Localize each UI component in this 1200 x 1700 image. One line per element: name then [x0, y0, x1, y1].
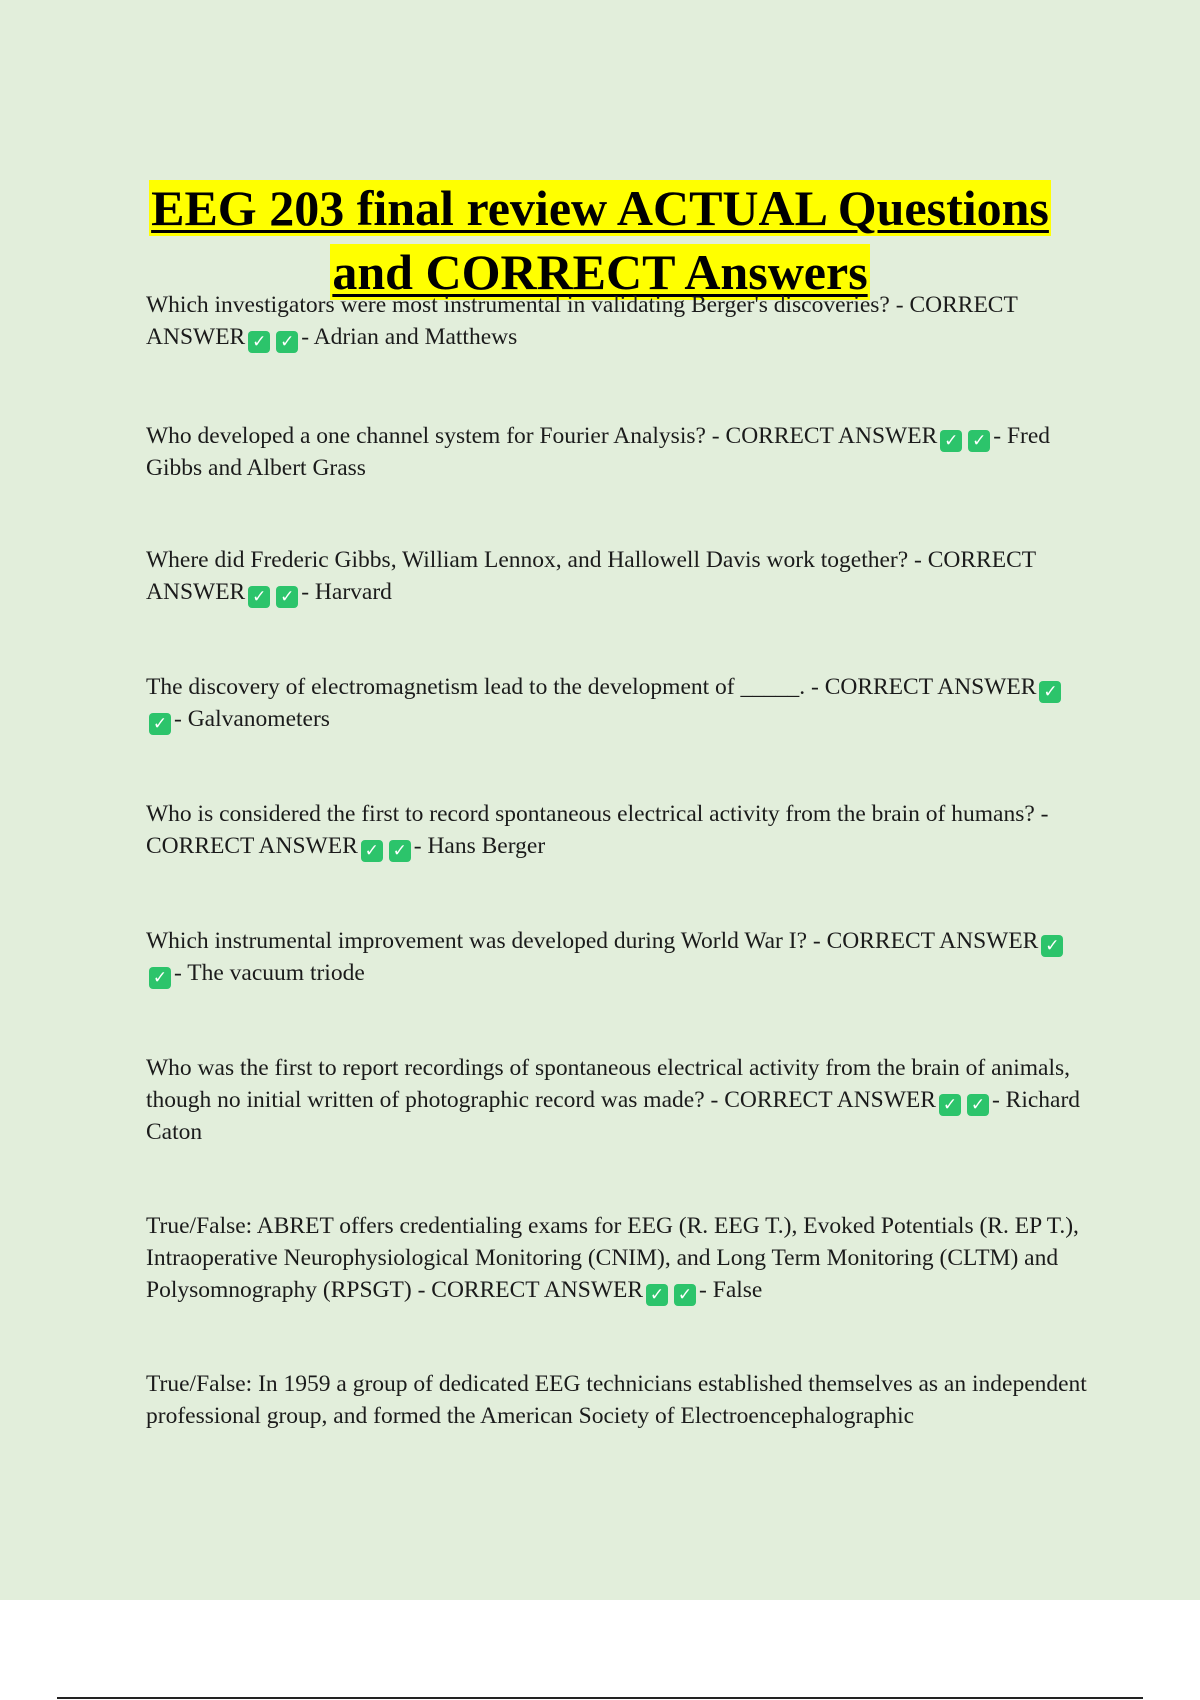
question-text: The discovery of electromagnetism lead to the development of _____. - — [146, 674, 819, 700]
check-mark-icon: ✓ — [1039, 681, 1061, 703]
answer-text: - The vacuum triode — [174, 960, 365, 986]
check-mark-icon: ✓ — [389, 840, 411, 862]
qa-item-7 — [146, 1052, 1090, 1148]
question-text: True/False: ABRET offers credentialing exams for EEG (R. EEG T.), Evoked Potentials (R. EP T.), Intraoperative Neurophysiological Monitoring (CNIM), and Long Term Monitoring (CLTM) and Polysomnography (RPSGT) - — [146, 1213, 1079, 1303]
check-mark-icon: ✓ — [149, 713, 171, 735]
check-mark-icon: ✓ — [1041, 935, 1063, 957]
check-mark-icon: ✓ — [939, 1094, 961, 1116]
qa-item-9 — [146, 1368, 1090, 1432]
question-text: Which investigators were most instrumental in validating Berger's discoveries? - — [146, 292, 904, 318]
answer-marker: CORRECT ANSWER — [725, 423, 938, 449]
answer-text: - Fred Gibbs and Albert Grass — [146, 423, 1051, 481]
answer-marker: CORRECT ANSWER — [824, 674, 1037, 700]
check-mark-icon: ✓ — [276, 331, 298, 353]
answer-text: - Hans Berger — [413, 833, 546, 859]
answer-marker: CORRECT ANSWER — [146, 292, 1018, 350]
page-divider — [57, 1697, 1143, 1699]
answer-text: - Richard Caton — [146, 1087, 1081, 1145]
qa-item-8 — [146, 1210, 1090, 1306]
check-mark-icon: ✓ — [276, 586, 298, 608]
question-text: Who is considered the first to record spontaneous electrical activity from the brain of humans? - — [146, 801, 1049, 827]
title-line-1: EEG 203 final review ACTUAL Questions — [151, 179, 1049, 236]
answer-marker: CORRECT ANSWER — [146, 833, 358, 859]
check-mark-icon: ✓ — [940, 430, 962, 452]
answer-marker: CORRECT ANSWER — [431, 1277, 644, 1303]
qa-item-2 — [146, 420, 1090, 484]
question-text: Who was the first to report recordings of spontaneous electrical activity from the brain of animals, though no initial written of photographic record was made? - — [146, 1055, 1071, 1113]
answer-marker: CORRECT ANSWER — [724, 1087, 936, 1113]
qa-item-4 — [146, 671, 1090, 735]
qa-item-1 — [146, 289, 1090, 353]
answer-marker: CORRECT ANSWER — [146, 547, 1036, 605]
check-mark-icon: ✓ — [674, 1284, 696, 1306]
check-mark-icon: ✓ — [248, 586, 270, 608]
check-mark-icon: ✓ — [361, 840, 383, 862]
qa-item-6 — [146, 925, 1090, 989]
answer-text: - Adrian and Matthews — [301, 324, 518, 350]
question-text: Where did Frederic Gibbs, William Lennox, and Hallowell Davis work together? - — [146, 547, 922, 573]
answer-text: - Galvanometers — [174, 706, 330, 732]
check-mark-icon: ✓ — [967, 1094, 989, 1116]
title-line-2: and CORRECT Answers — [332, 243, 868, 300]
answer-text: - Harvard — [301, 579, 392, 605]
qa-item-3 — [146, 544, 1090, 608]
check-mark-icon: ✓ — [248, 331, 270, 353]
qa-item-5 — [146, 798, 1090, 862]
check-mark-icon: ✓ — [968, 430, 990, 452]
answer-text: - False — [699, 1277, 763, 1303]
document-title — [0, 176, 1200, 304]
question-text: Who developed a one channel system for Fourier Analysis? - — [146, 423, 720, 449]
check-mark-icon: ✓ — [646, 1284, 668, 1306]
question-text: Which instrumental improvement was developed during World War I? - — [146, 928, 821, 954]
question-text: True/False: In 1959 a group of dedicated EEG technicians established themselves as an independent professional group, and formed the American Society of Electroencephalographic — [146, 1371, 1087, 1429]
check-mark-icon: ✓ — [149, 967, 171, 989]
answer-marker: CORRECT ANSWER — [826, 928, 1039, 954]
